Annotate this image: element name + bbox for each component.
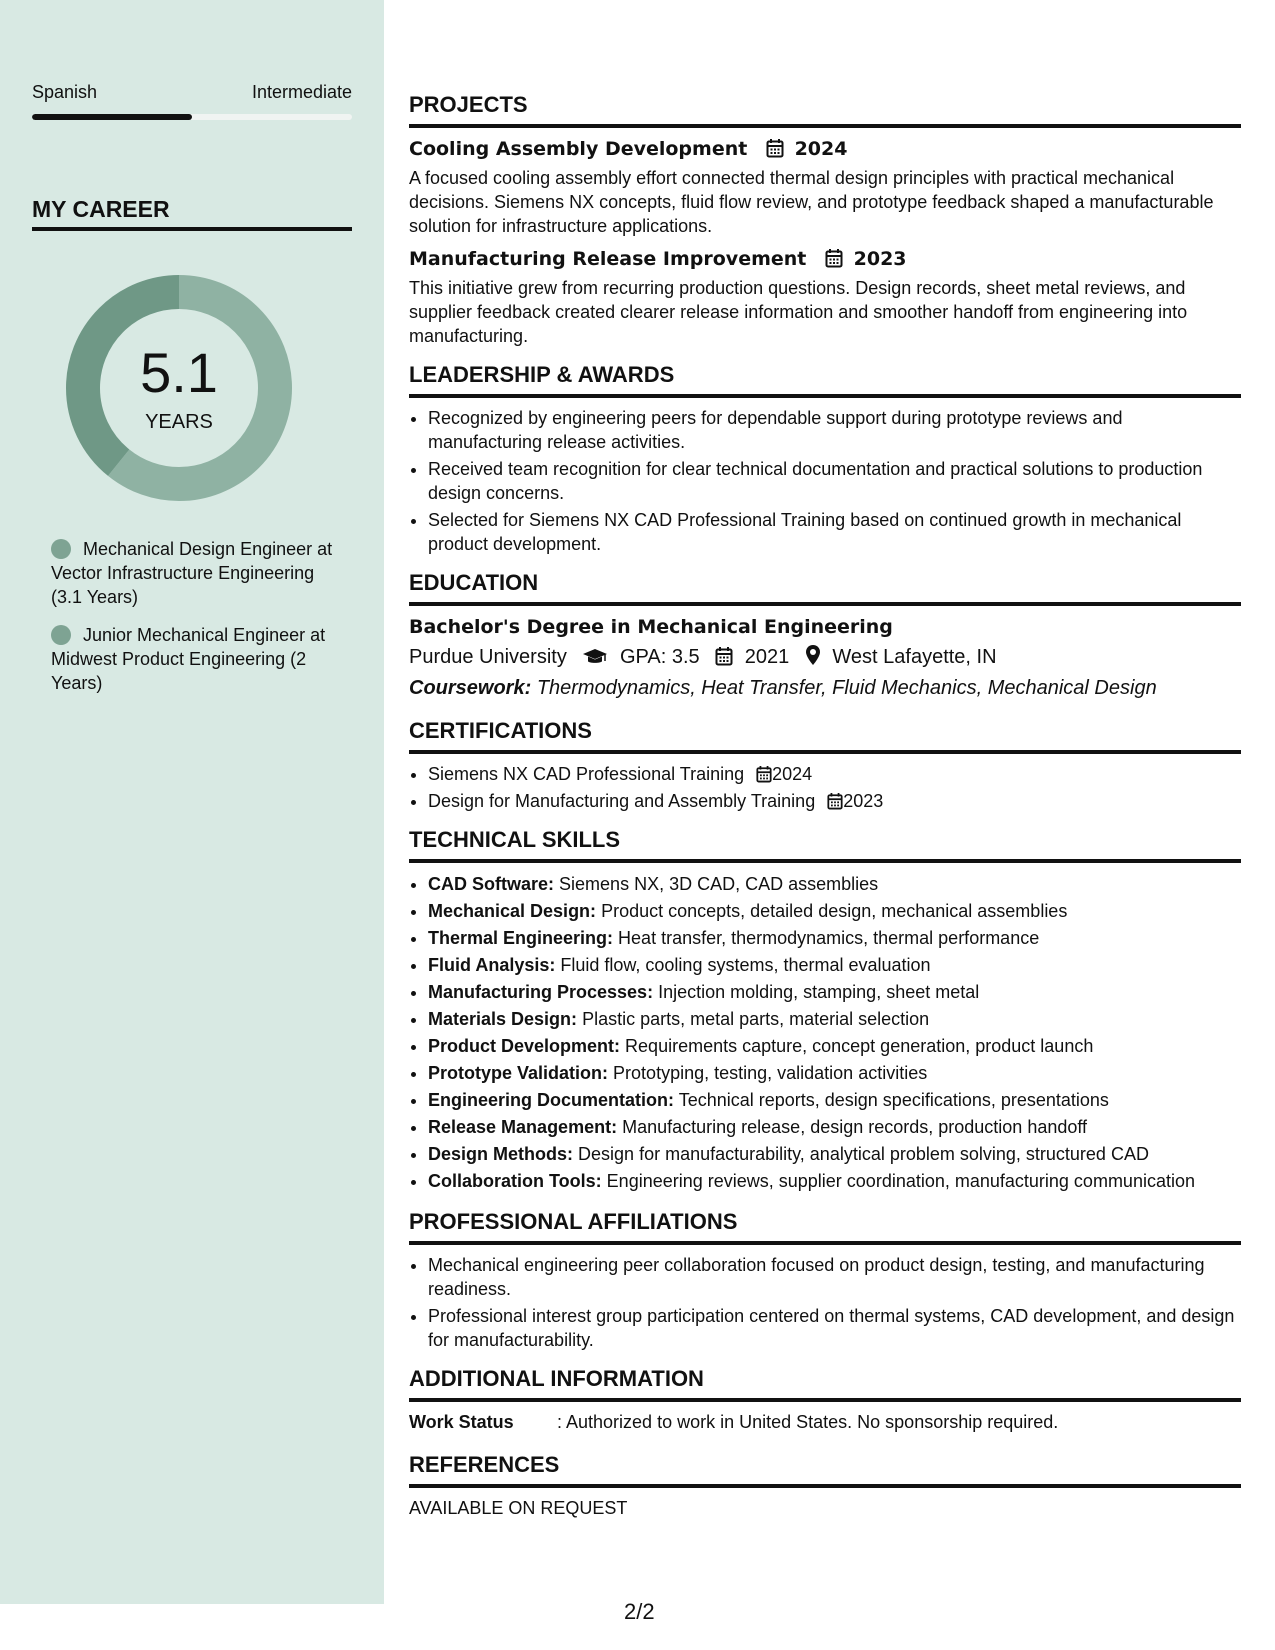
skill-item xyxy=(428,1006,1241,1033)
list-item: • Selected for Siemens NX CAD Professional Training based on continued growth in mechanical product development. xyxy=(428,508,1241,556)
skill-item xyxy=(428,1087,1241,1114)
coursework xyxy=(409,672,1241,704)
certifications-section xyxy=(409,716,1241,813)
experience-years-value: 5.1 xyxy=(140,341,218,404)
language-proficiency-fill xyxy=(32,114,192,120)
calendar-icon xyxy=(825,248,843,268)
main-content xyxy=(409,90,1241,1532)
skill-item xyxy=(428,952,1241,979)
education-section xyxy=(409,568,1241,704)
affiliations-list xyxy=(409,1253,1241,1352)
skill-item xyxy=(428,898,1241,925)
work-status-label: Work Status xyxy=(409,1412,514,1432)
project-description: A focused cooling assembly effort connected thermal design principles with practical mechanical decisions. Siemens NX concepts, fluid flow review, and prototype feedback shaped a manufacturable solution for infrastructure applications. xyxy=(409,168,1214,236)
skill-value: Technical reports, design specifications, presentations xyxy=(678,1090,1109,1110)
list-item xyxy=(428,762,1241,786)
skill-label: Product Development: xyxy=(428,1036,621,1056)
graduation-year: 2021 xyxy=(744,646,790,668)
section-divider xyxy=(409,1398,1241,1402)
skill-item xyxy=(428,1033,1241,1060)
skill-item xyxy=(428,1060,1241,1087)
section-divider xyxy=(409,859,1241,863)
section-divider xyxy=(409,394,1241,398)
section-divider xyxy=(409,1484,1241,1488)
section-title: LEADERSHIP & AWARDS xyxy=(409,362,675,387)
work-status-value: : Authorized to work in United States. No sponsorship required. xyxy=(557,1412,1059,1432)
skill-value: Engineering reviews, supplier coordination, manufacturing communication xyxy=(606,1171,1195,1191)
section-title: PROJECTS xyxy=(409,92,528,117)
location-pin-icon xyxy=(805,644,821,666)
references-section xyxy=(409,1450,1241,1520)
skill-item xyxy=(428,979,1241,1006)
section-title: TECHNICAL SKILLS xyxy=(409,827,621,852)
career-item-text: Mechanical Design Engineer at Vector Infrastructure Engineering (3.1 Years) xyxy=(51,539,333,607)
career-title: MY CAREER xyxy=(32,196,170,222)
project-year: 2023 xyxy=(853,248,907,270)
certification-name: Design for Manufacturing and Assembly Training xyxy=(428,791,816,811)
skill-item xyxy=(428,1168,1241,1195)
skill-value: Design for manufacturability, analytical problem solving, structured CAD xyxy=(578,1144,1149,1164)
career-divider xyxy=(32,227,352,231)
certification-year: 2024 xyxy=(772,764,813,784)
references-text: AVAILABLE ON REQUEST xyxy=(409,1498,628,1518)
project-title xyxy=(409,246,1241,272)
skill-value: Siemens NX, 3D CAD, CAD assemblies xyxy=(559,874,879,894)
calendar-icon xyxy=(715,646,733,666)
project-description: This initiative grew from recurring production questions. Design records, sheet metal reviews, and supplier feedback created clearer release information and smoother handoff from engineering into manufacturing. xyxy=(409,278,1188,346)
skill-item xyxy=(428,1141,1241,1168)
list-item: • Professional interest group participation centered on thermal systems, CAD development, and design for manufacturability. xyxy=(428,1304,1241,1352)
skills-list xyxy=(409,871,1241,1195)
project-name: Manufacturing Release Improvement xyxy=(409,248,807,270)
project-year: 2024 xyxy=(794,138,848,160)
gpa: GPA: 3.5 xyxy=(619,646,700,668)
skill-value: Manufacturing release, design records, production handoff xyxy=(622,1117,1088,1137)
career-item xyxy=(51,537,341,609)
section-title: REFERENCES xyxy=(409,1452,560,1477)
experience-years-unit: YEARS xyxy=(145,411,213,433)
certifications-list xyxy=(409,762,1241,813)
sidebar xyxy=(0,0,384,1604)
projects-section xyxy=(409,90,1241,348)
skill-label: Release Management: xyxy=(428,1117,618,1137)
career-dot-icon xyxy=(51,539,71,559)
language-proficiency-bar xyxy=(32,114,352,120)
skill-label: Fluid Analysis: xyxy=(428,955,556,975)
list-item: • Recognized by engineering peers for dependable support during prototype reviews and manufacturing release activities. xyxy=(428,406,1241,454)
coursework-label: Coursework: xyxy=(409,677,532,699)
skill-item xyxy=(428,871,1241,898)
calendar-icon xyxy=(766,138,784,158)
skill-value: Prototyping, testing, validation activities xyxy=(613,1063,928,1083)
leadership-section xyxy=(409,360,1241,556)
skill-label: Prototype Validation: xyxy=(428,1063,609,1083)
skill-value: Injection molding, stamping, sheet metal xyxy=(658,982,980,1002)
school-location: West Lafayette, IN xyxy=(832,646,997,668)
page-number: 2/2 xyxy=(624,1599,655,1624)
skill-label: Thermal Engineering: xyxy=(428,928,614,948)
career-dot-icon xyxy=(51,625,71,645)
skill-value: Fluid flow, cooling systems, thermal evaluation xyxy=(560,955,931,975)
language-name: Spanish xyxy=(32,82,98,102)
skill-item xyxy=(428,1114,1241,1141)
work-status-row xyxy=(409,1410,1241,1438)
skill-label: Engineering Documentation: xyxy=(428,1090,675,1110)
additional-info-section xyxy=(409,1364,1241,1438)
certification-name: Siemens NX CAD Professional Training xyxy=(428,764,745,784)
experience-summary xyxy=(66,275,292,501)
section-title: ADDITIONAL INFORMATION xyxy=(409,1366,704,1391)
list-item: • Mechanical engineering peer collaboration focused on product design, testing, and manufacturing readiness. xyxy=(428,1253,1241,1301)
school-name: Purdue University xyxy=(409,646,567,668)
section-divider xyxy=(409,602,1241,606)
skill-value: Product concepts, detailed design, mechanical assemblies xyxy=(601,901,1068,921)
section-title: EDUCATION xyxy=(409,570,539,595)
list-item: • Received team recognition for clear technical documentation and practical solutions to production design concerns. xyxy=(428,457,1241,505)
project-name: Cooling Assembly Development xyxy=(409,138,748,160)
career-item xyxy=(51,623,341,695)
skill-label: Manufacturing Processes: xyxy=(428,982,654,1002)
affiliations-section xyxy=(409,1207,1241,1352)
graduation-cap-icon xyxy=(582,648,608,666)
language-level: Intermediate xyxy=(251,82,352,102)
skill-item xyxy=(428,925,1241,952)
skill-label: Design Methods: xyxy=(428,1144,574,1164)
skills-section xyxy=(409,825,1241,1195)
section-divider xyxy=(409,124,1241,128)
section-divider xyxy=(409,1241,1241,1245)
education-meta xyxy=(409,642,1241,672)
skill-value: Heat transfer, thermodynamics, thermal performance xyxy=(618,928,1040,948)
section-divider xyxy=(409,750,1241,754)
calendar-icon xyxy=(827,792,843,810)
coursework-text: Thermodynamics, Heat Transfer, Fluid Mechanics, Mechanical Design xyxy=(536,677,1157,699)
career-list xyxy=(51,537,341,709)
skill-value: Requirements capture, concept generation, product launch xyxy=(625,1036,1094,1056)
leadership-list xyxy=(409,406,1241,556)
skill-value: Plastic parts, metal parts, material selection xyxy=(582,1009,930,1029)
skill-label: Materials Design: xyxy=(428,1009,578,1029)
section-title: CERTIFICATIONS xyxy=(409,718,592,743)
skill-label: Mechanical Design: xyxy=(428,901,597,921)
skill-label: CAD Software: xyxy=(428,874,555,894)
career-item-text: Junior Mechanical Engineer at Midwest Product Engineering (2 Years) xyxy=(51,625,326,693)
calendar-icon xyxy=(756,765,772,783)
degree-title: Bachelor's Degree in Mechanical Engineering xyxy=(409,616,893,638)
certification-year: 2023 xyxy=(843,791,884,811)
list-item xyxy=(428,789,1241,813)
skill-label: Collaboration Tools: xyxy=(428,1171,602,1191)
project-title xyxy=(409,136,1241,162)
section-title: PROFESSIONAL AFFILIATIONS xyxy=(409,1209,738,1234)
